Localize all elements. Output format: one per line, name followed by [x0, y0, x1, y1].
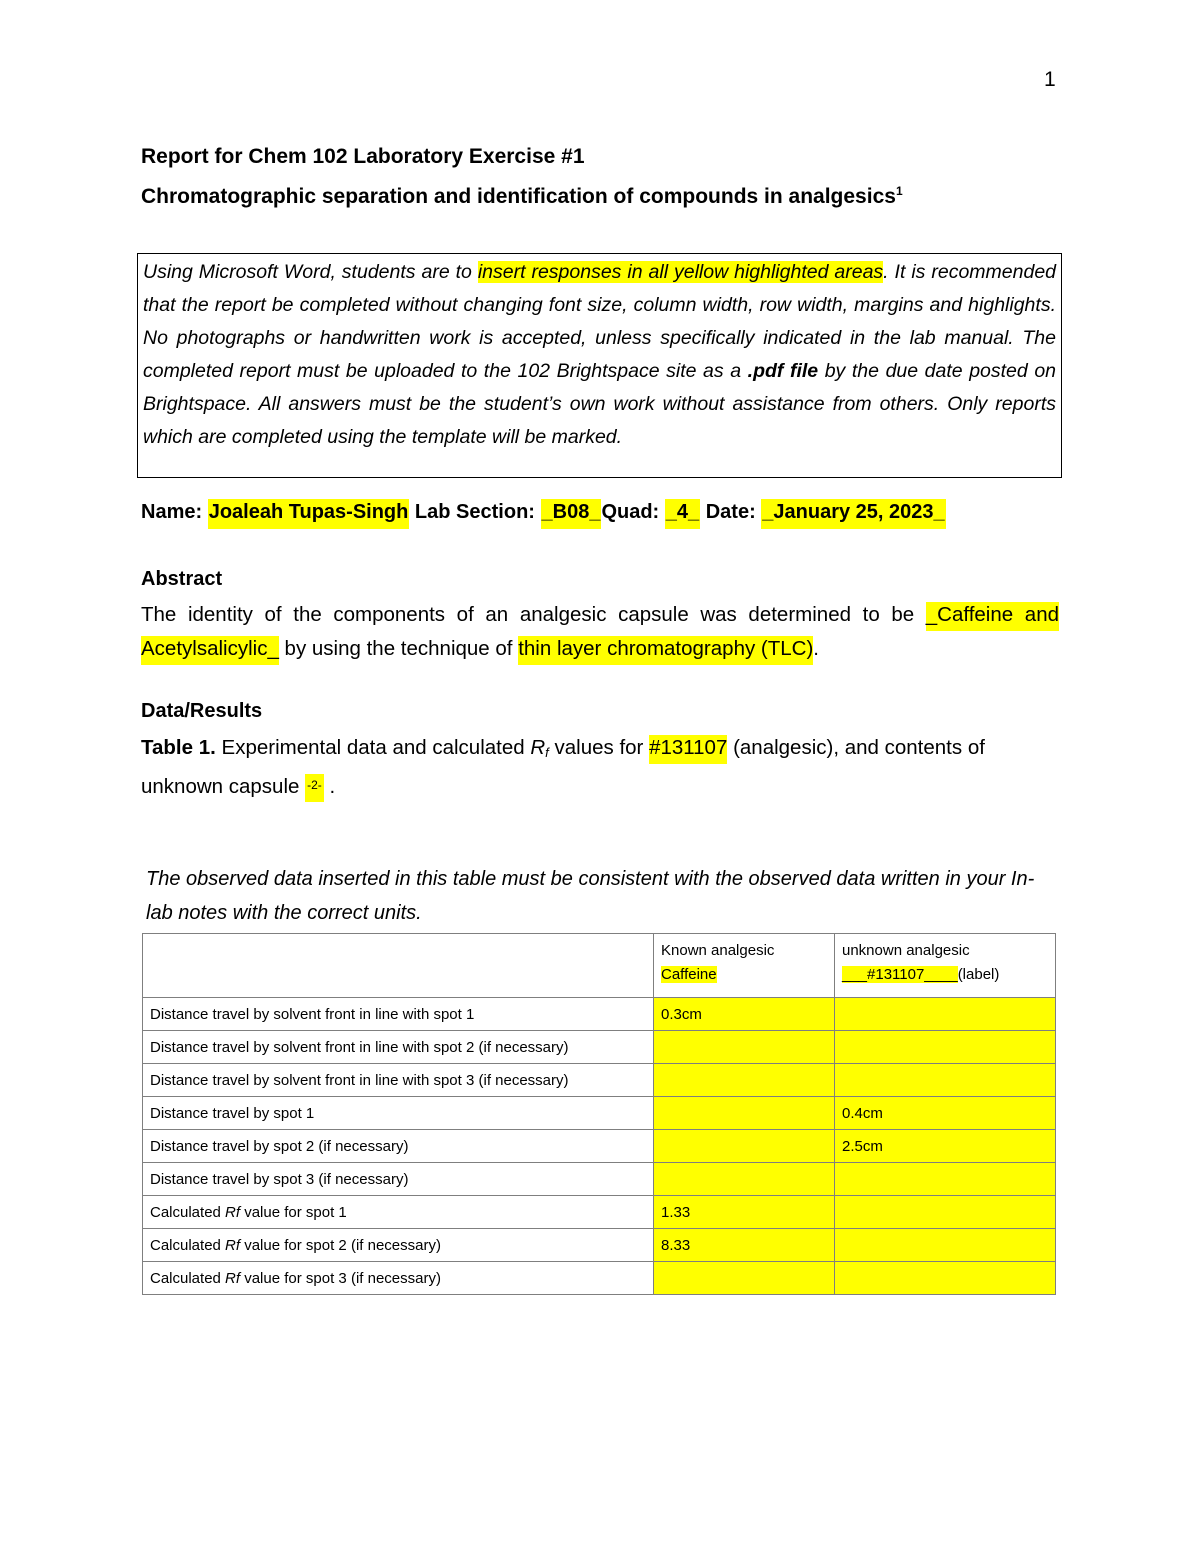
row-label: Calculated Rf value for spot 1 [143, 1196, 654, 1229]
rf-symbol: Rf [225, 1269, 241, 1287]
row-label: Calculated Rf value for spot 2 (if necessary) [143, 1229, 654, 1262]
known-cell[interactable]: 1.33 [654, 1196, 835, 1229]
row-label: Distance travel by solvent front in line with spot 1 [143, 998, 654, 1031]
analgesic-code-field[interactable]: #131107 [649, 735, 727, 764]
row-label: Distance travel by spot 2 (if necessary) [143, 1130, 654, 1163]
row-label: Distance travel by solvent front in line with spot 2 (if necessary) [143, 1031, 654, 1064]
report-subtitle: Chromatographic separation and identification of compounds in analgesics$^1$ [141, 184, 903, 208]
unknown-cell[interactable]: 2.5cm [835, 1130, 1056, 1163]
name-field[interactable]: Joaleah Tupas-Singh [208, 499, 410, 529]
unknown-cell[interactable] [835, 1064, 1056, 1097]
abstract-heading: Abstract [141, 568, 223, 590]
unknown-cell[interactable]: 0.4cm [835, 1097, 1056, 1130]
table-row [143, 1196, 1056, 1229]
footnote-marker: 1 [895, 184, 903, 198]
table-row [143, 1064, 1056, 1097]
table-row [143, 1262, 1056, 1295]
unknown-label-field[interactable]: ___#131107____ [842, 966, 958, 983]
header-unknown: unknown analgesic ___#131107____(label) [835, 934, 1056, 998]
date-field[interactable]: _January 25, 2023_ [761, 499, 945, 529]
rf-symbol: Rf [225, 1236, 241, 1254]
known-analgesic-field[interactable]: Caffeine [661, 966, 717, 983]
table-row [143, 1229, 1056, 1262]
table-row [143, 998, 1056, 1031]
student-info-line: Name: Joaleah Tupas-Singh Lab Section: _B08_Quad: _4_ Date: _January 25, 2023_ [141, 501, 946, 524]
table-row [143, 1163, 1056, 1196]
lab-section-field[interactable]: _B08_ [541, 499, 602, 529]
known-cell[interactable]: 0.3cm [654, 998, 835, 1031]
table-row [143, 1031, 1056, 1064]
abstract-answer-field[interactable]: _Caffeine and Acetylsalicylic_ [141, 602, 1059, 665]
row-label: Distance travel by spot 1 [143, 1097, 654, 1130]
quad-field[interactable]: _4_ [665, 499, 700, 529]
header-known: Known analgesic Caffeine [654, 934, 835, 998]
table-header-row [143, 934, 1056, 998]
unknown-cell[interactable] [835, 1262, 1056, 1295]
known-cell[interactable] [654, 1097, 835, 1130]
unknown-cell[interactable] [835, 1163, 1056, 1196]
abstract-text: The identity of the components of an analgesic capsule was determined to be _Caffeine and Acetylsalicylic_ by using the technique of thin layer chromatography (TLC). [141, 598, 1059, 666]
known-cell[interactable]: 8.33 [654, 1229, 835, 1262]
row-label: Distance travel by spot 3 (if necessary) [143, 1163, 654, 1196]
known-cell[interactable] [654, 1163, 835, 1196]
table-caption: Table 1. Experimental data and calculated Rf values for #131107 (analgesic), and contents of unknown capsule -2- . [141, 731, 1061, 803]
capsule-number-field[interactable]: -2- [305, 774, 324, 802]
report-title: Report for Chem 102 Laboratory Exercise #1 [141, 145, 585, 168]
instructions-highlight: insert responses in all yellow highlighted areas [477, 261, 884, 283]
known-cell[interactable] [654, 1262, 835, 1295]
unknown-cell[interactable] [835, 1229, 1056, 1262]
table-note: The observed data inserted in this table must be consistent with the observed data written in your In-lab notes with the correct units. [146, 868, 1035, 924]
table-row [143, 1130, 1056, 1163]
rf-symbol: Rf [225, 1203, 241, 1221]
instructions-box: Using Microsoft Word, students are to insert responses in all yellow highlighted areas. It is recommended that the report be completed without changing font size, column width, row width, margins and highlights. No photographs or handwritten work is accepted, unless specifically indicated in the lab manual. The completed report must be uploaded to the 102 Brightspace site as a .pdf file by the due date posted on Brightspace. All answers must be the student’s own work without assistance from others. Only reports which are completed using the template will be marked. [137, 253, 1062, 478]
page-number: 1 [1044, 68, 1056, 91]
data-results-heading: Data/Results [141, 700, 263, 722]
known-cell[interactable] [654, 1031, 835, 1064]
table-row [143, 1097, 1056, 1130]
unknown-cell[interactable] [835, 1196, 1056, 1229]
unknown-cell[interactable] [835, 1031, 1056, 1064]
row-label: Distance travel by solvent front in line with spot 3 (if necessary) [143, 1064, 654, 1097]
unknown-cell[interactable] [835, 998, 1056, 1031]
known-cell[interactable] [654, 1064, 835, 1097]
results-table [142, 933, 1056, 1295]
technique-field[interactable]: thin layer chromatography (TLC) [518, 636, 813, 665]
known-cell[interactable] [654, 1130, 835, 1163]
header-empty-cell [143, 934, 654, 998]
row-label: Calculated Rf value for spot 3 (if necessary) [143, 1262, 654, 1295]
